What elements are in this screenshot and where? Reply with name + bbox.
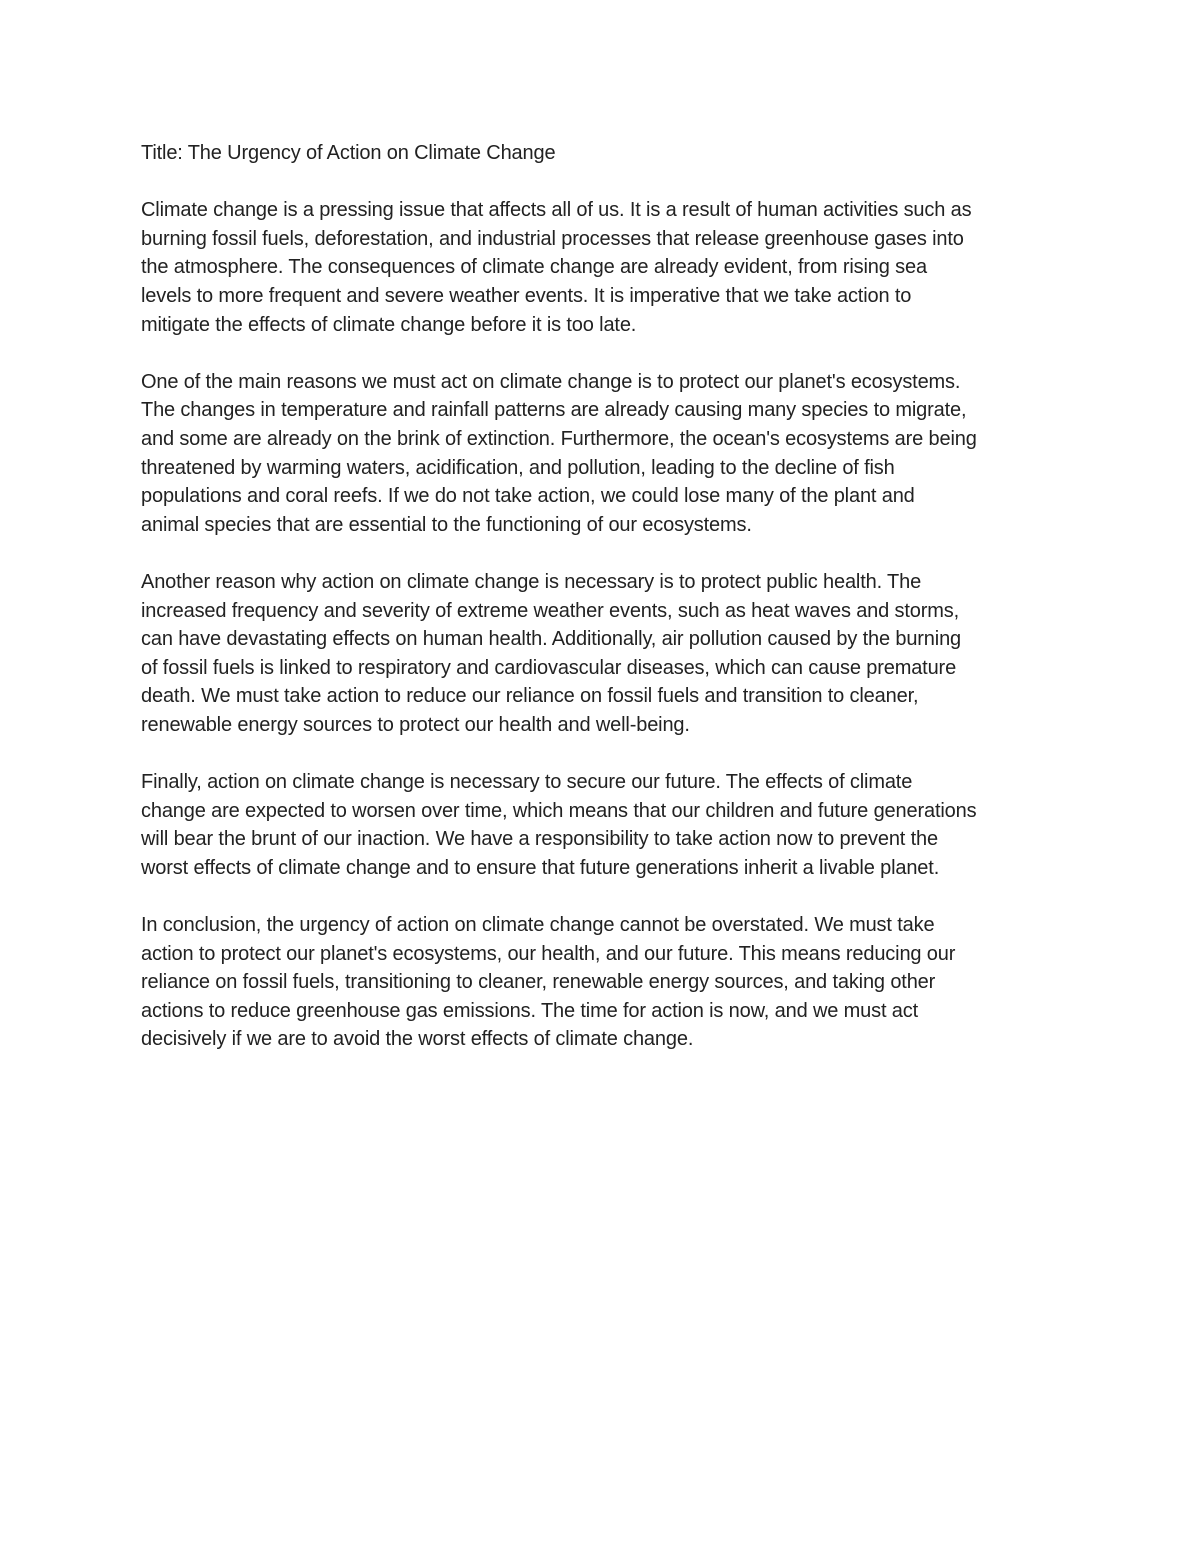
- document-title: Title: The Urgency of Action on Climate Change: [141, 142, 556, 164]
- text-line: populations and coral reefs. If we do not take action, we could lose many of the plant and: [141, 485, 915, 508]
- paragraph-5: [141, 911, 1071, 1054]
- paragraph-1: [141, 196, 1071, 339]
- text-line: Climate change is a pressing issue that affects all of us. It is a result of human activities such as: [141, 199, 972, 222]
- text-line: threatened by warming waters, acidification, and pollution, leading to the decline of fish: [141, 456, 895, 479]
- text-line: the atmosphere. The consequences of climate change are already evident, from rising sea: [141, 256, 927, 279]
- text-line: decisively if we are to avoid the worst effects of climate change.: [141, 1028, 694, 1051]
- text-line: The changes in temperature and rainfall patterns are already causing many species to migrate,: [141, 399, 967, 422]
- text-line: One of the main reasons we must act on climate change is to protect our planet's ecosystems.: [141, 370, 961, 393]
- text-line: reliance on fossil fuels, transitioning to cleaner, renewable energy sources, and taking other: [141, 971, 936, 994]
- text-line: increased frequency and severity of extreme weather events, such as heat waves and storms,: [141, 599, 960, 622]
- text-line: renewable energy sources to protect our health and well-being.: [141, 713, 690, 736]
- text-line: change are expected to worsen over time, which means that our children and future generations: [141, 799, 977, 822]
- paragraph-3: [141, 568, 1071, 740]
- text-line: action to protect our planet's ecosystems, our health, and our future. This means reducing our: [141, 942, 956, 965]
- text-line: In conclusion, the urgency of action on climate change cannot be overstated. We must take: [141, 914, 935, 937]
- text-line: burning fossil fuels, deforestation, and industrial processes that release greenhouse gases into: [141, 227, 964, 250]
- document-body: [141, 139, 1071, 1083]
- text-line: actions to reduce greenhouse gas emissions. The time for action is now, and we must act: [141, 999, 918, 1022]
- text-line: levels to more frequent and severe weather events. It is imperative that we take action to: [141, 284, 912, 307]
- paragraph-2: [141, 368, 1071, 540]
- text-line: death. We must take action to reduce our reliance on fossil fuels and transition to cleaner,: [141, 685, 919, 708]
- text-line: Finally, action on climate change is necessary to secure our future. The effects of climate: [141, 771, 913, 794]
- text-line: animal species that are essential to the functioning of our ecosystems.: [141, 513, 752, 536]
- text-line: of fossil fuels is linked to respiratory and cardiovascular diseases, which can cause premature: [141, 656, 957, 679]
- paragraph-4: [141, 768, 1071, 882]
- text-line: can have devastating effects on human health. Additionally, air pollution caused by the burning: [141, 628, 962, 651]
- text-line: Another reason why action on climate change is necessary is to protect public health. The: [141, 570, 922, 593]
- text-line: worst effects of climate change and to ensure that future generations inherit a livable planet.: [141, 856, 940, 879]
- text-line: will bear the brunt of our inaction. We have a responsibility to take action now to prevent the: [141, 828, 938, 851]
- text-line: and some are already on the brink of extinction. Furthermore, the ocean's ecosystems are being: [141, 427, 977, 450]
- text-line: mitigate the effects of climate change before it is too late.: [141, 313, 637, 336]
